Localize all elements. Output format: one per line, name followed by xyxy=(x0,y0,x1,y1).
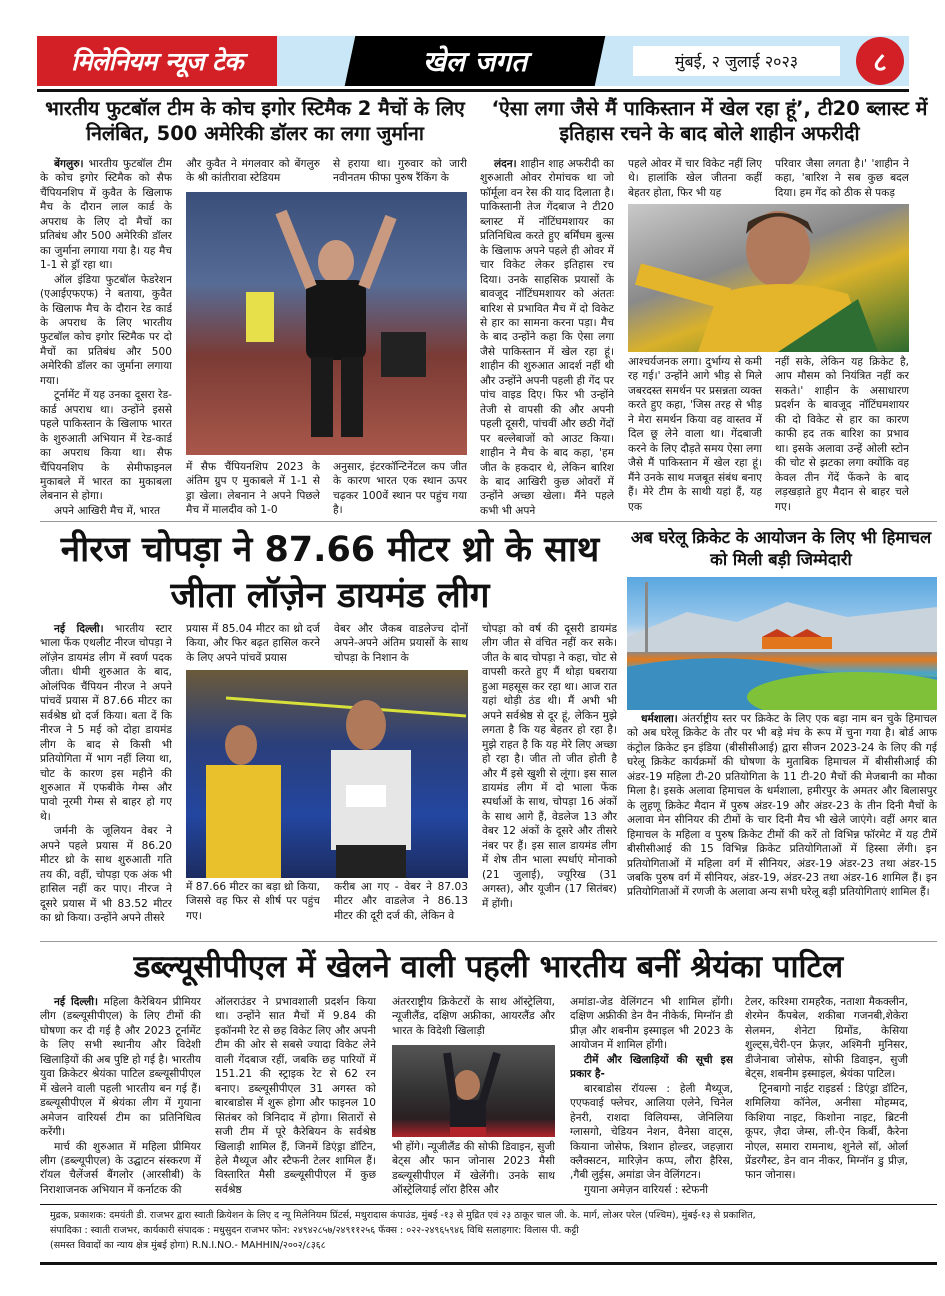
body-text: मार्च की शुरुआत में महिला प्रीमियर लीग (डब्ल्यूपीएल) के उद्घाटन संस्करण में रॉयल चैलेंजर्स बैंगलोर (आरसीबी) के निराशाजनक अभियान में कर्नाटक की xyxy=(40,1140,201,1196)
article-column: में सैफ चैंपियनशिप 2023 के अंतिम ग्रुप ए मुकाबले में 1-1 से ड्रा खेला। लेबनान ने अपने पिछले मैच में मालदीव को 1-0 xyxy=(186,461,320,517)
body-text: भारतीय फुटबॉल टीम के कोच इगोर स्टिमैक को सैफ चैंपियनशिप में कुवैत के खिलाफ मैच के दौरान लाल कार्ड के अपराध के लिए दो मैचों का प्रतिबंध और 500 अमेरिकी डॉलर का जुर्माना लगाया गया है। यह मैच 1-1 से ड्रॉ रहा था। xyxy=(40,158,172,272)
section-title: खेल जगत xyxy=(422,45,528,78)
imprint-line: संपादिका : स्वाती राजभर, कार्यकारी संपादक : मधुसुदन राजभर फोन: २४९४२८५७/२४९११२५६ फॅक्स : ०२२-२४९६५९४६ विधि सलाहगार: विलास पी. कट्टी xyxy=(50,1225,579,1236)
cricketer-celebrating-icon xyxy=(392,1045,555,1137)
issue-date: मुंबई, २ जुलाई २०२३ xyxy=(633,46,840,76)
article-column: से हराया था। गुरुवार को जारी नवीनतम फीफा पुरुष रैंकिंग के xyxy=(333,158,467,185)
article-column: ऑलराउंडर ने प्रभावशाली प्रदर्शन किया था। उन्होंने सात मैचों में 9.84 की इकॉनमी रेट से छह विकेट लिए और अपनी टीम की ओर से सबसे ज्यादा विकेट लेने वाली गेंदबाज रहीं, जबकि छह पारियों में 151.21 की स्ट्राइक रेट से 62 रन बनाए। डब्ल्यूसीपीएल 31 अगस्त को बारबाडोस में शुरू होगा और फाइनल 10 सितंबर को त्रिनिदाद में होगा। सितारों से सजी टीम में पूरे कैरेबियन के सर्वश्रेष्ठ खिलाड़ी शामिल हैं, जिनमें डिएंड्रा डॉटिन, हेले मैथ्यूज और स्टैफनी टेलर शामिल हैं। विस्तारित मैसी डब्ल्यूसीपीएल में कुछ सर्वश्रेष्ठ xyxy=(215,996,376,1196)
article-column: करीब आ गए - वेबर ने 87.03 मीटर और वाडलेज ने 86.13 मीटर की दूरी दर्ज की, लेकिन वे xyxy=(334,881,468,922)
body-text: शाहीन शाह अफरीदी का शुरुआती ओवर रोमांचक था जो फॉर्मूला वन रेस की याद दिलाता है। पाकिस्तानी तेज गेंदबाज ने टी20 ब्लास्ट में नॉटिंघमशायर का प्रतिनिधित्व करते हुए बर्मिंघम बुल्स के खिलाफ अपने पहले ही ओवर में चार विकेट लेकर इतिहास रच दिया। उनके साहसिक प्रयासों के बावजूद नॉटिंघमशायर को अंततः बारिश से प्रभावित मैच में दो विकेट से हार का सामना करना पड़ा। मैच के बाद उन्होंने कहा कि ऐसा लगा जैसे पाकिस्तान में खेल रहा हूं। शाहीन की शुरुआत आदर्श नहीं थी और उन्होंने अपनी पहली ही गेंद पर पांच वाइड दिए। फिर भी उन्होंने तेजी से वापसी की और अपनी पहली दूसरी, पांचवीं और छठी गेंदों पर बल्लेबाजों को आउट किया। शाहीन ने मैच के बाद कहा, 'हम जीत के हकदार थे, लेकिन बारिश के बाद आखिरी कुछ ओवरों में उन्होंने अच्छा खेला। मैंने पहले कभी भी अपने xyxy=(480,158,614,517)
article-column: परिवार जैसा लगता है।' 'शाहीन ने कहा, 'बारिश ने सब कुछ बदल दिया। हम गेंद को ठीक से पकड़ xyxy=(775,158,909,199)
article-column xyxy=(40,157,172,517)
article-column: पहले ओवर में चार विकेट नहीं लिए थे। हालांकि खेल जीतना कहीं बेहतर होता, फिर भी यह xyxy=(628,158,762,199)
article-column: में 87.66 मीटर का बड़ा थ्रो किया, जिससे वह फिर से शीर्ष पर पहुंच गए। xyxy=(186,881,320,922)
article-headline: ‘ऐसा लगा जैसे मैं पाकिस्तान में खेल रहा हूं’, टी20 ब्लास्ट में इतिहास रचने के बाद बोले शाहीन अफरीदी xyxy=(491,97,928,146)
imprint xyxy=(50,1208,930,1253)
article-column: और कुवैत ने मंगलवार को बेंगलुरु के श्री कांतीरावा स्टेडियम xyxy=(186,158,320,185)
footer-rule xyxy=(40,1262,937,1265)
imprint-line: मुद्रक, प्रकाशक: दमयंती डी. राजभर द्वारा स्वाती क्रियेशन के लिए द न्यू मिलेनियम प्रिंटर्स, मथुरादास कंपाउंड, मुंबई -१३ से मुद्रित एवं २३ ठाकूर चाल जी. के. मार्ग, लोअर परेल (पश्चिम), मुंबई-१३ से प्रकाशित, xyxy=(50,1210,756,1221)
section-divider xyxy=(40,941,937,942)
article-column: नहीं सके, लेकिन यह क्रिकेट है, आप मौसम को नियंत्रित नहीं कर सकते।' शाहीन के असाधारण प्रदर्शन के बावजूद नॉटिंघमशायर की दो विकेट से हार का कारण काफी हद तक बारिश का प्रभाव था। इसके अलावा उन्हें ओली स्टोन की चोट से झटका लगा क्योंकि वह केवल तीन गेंदें फेंकने के बाद लड़खड़ाते हुए मैदान से बाहर चले गए। xyxy=(775,356,909,513)
article-column: अनुसार, इंटरकॉन्टिनेंटल कप जीत के कारण भारत एक स्थान ऊपर चढ़कर 100वें स्थान पर पहुंच गया है। xyxy=(333,461,467,517)
article-column: चोपड़ा को वर्ष की दूसरी डायमंड लीग जीत से वंचित नहीं कर सके।जीत के बाद चोपड़ा ने कहा, चोट से वापसी करते हुए मैं थोड़ा घबराया हुआ महसूस कर रहा था। आज रात यहां थोड़ी ठंड थी। मैं अभी भी अपने सर्वश्रेष्ठ से दूर हूं, लेकिन मुझे लगता है कि यह बेहतर हो रहा है। मुझे राहत है कि यह मेरे लिए अच्छा हो रहा है। जीत तो जीत होती है और मैं इसे खुशी से लूंगा। इस साल डायमंड लीग में दो भाला फेंक स्पर्धाओं के साथ, चोपड़ा 16 अंकों के साथ आगे हैं, वेडलेज 13 और वेबर 12 अंकों के दूसरे और तीसरे नंबर पर हैं। इस साल डायमंड लीग में शेष तीन भाला स्पर्धाएं मोनाको (21 जुलाई), ज्यूरिख (31 अगस्त), और यूजीन (17 सितंबर) में होंगी। xyxy=(482,623,617,910)
article-column xyxy=(40,622,172,937)
photo-coach-stimac xyxy=(186,192,467,455)
body-text: महिला कैरेबियन प्रीमियर लीग (डब्ल्यूसीपीएल) के लिए टीमों की घोषणा कर दी गई है और 2023 टूर्नामेंट के लिए सभी स्थानीय और विदेशी खिलाड़ियों की अब पुष्टि हो गई है। भारतीय युवा क्रिकेटर श्रेयंका पाटिल डब्ल्यूसीपीएल में खेलने वाली पहली भारतीय बन गई हैं। डब्ल्यूसीपीएल में श्रेयंका लीग में गुयाना अमेजन वारियर्स टीम का प्रतिनिधित्व करेंगी। xyxy=(40,996,201,1139)
section-divider xyxy=(40,521,937,522)
dateline: लंदन। xyxy=(494,158,517,170)
team-list: गुयाना अमेज़न वारियर्स : स्टेफनी xyxy=(584,1183,708,1196)
article-column: भी होंगे। न्यूजीलैंड की सोफी डिवाइन, सुजी बेट्स और फान जोनास 2023 मैसी डब्ल्यूसीपीएल में खेलेंगी। उनके साथ ऑस्ट्रेलियाई लॉरा हैरिस और xyxy=(392,1141,555,1197)
article-column xyxy=(40,995,201,1200)
photo-shreyanka-patil xyxy=(392,1045,555,1137)
team-list: बारबाडोस रॉयल्स : हेली मैथ्यूज, एएफवाई फ्लेचर, आलिया एलेने, चिनेल हेनरी, राशदा विलियम्स, जेनिलिया ग्लासगो, चेडियन नेशन, वैनेसा वाट्स, कियाना जोसेफ, त्रिशान होल्डर, जहज़ारा क्लैक्सटन, मारिज़ेन कप्प, लौरा हैरिस, ,गैबी लुईस, अमांडा जेन वेलिंगटन। xyxy=(570,1082,733,1182)
player-figure-icon xyxy=(628,204,909,352)
dateline: नई दिल्ली। xyxy=(54,996,99,1008)
body-text: अपने आखिरी मैच में, भारत xyxy=(54,504,161,517)
dateline: धर्मशाला। xyxy=(641,713,678,725)
subheading: टीमें और खिलाड़ियों की सूची इस प्रकार है- xyxy=(570,1053,733,1081)
article-column: वेबर और जैकब वाडलेज्च दोनों अपने-अपने अंतिम प्रयासों के साथ चोपड़ा के निशान के xyxy=(334,623,468,664)
article-column xyxy=(570,995,733,1200)
body-text: ऑल इंडिया फुटबॉल फेडरेशन (एआईएफएफ) ने बताया, कुवैत के खिलाफ मैच के दौरान रेड कार्ड के अपराध के लिए भारतीय फुटबॉल कोच इगोर स्टिमैक पर दो मैचों का प्रतिबंध और 500 अमेरिकी डॉलर का जुर्माना लगाया गया। xyxy=(40,273,172,387)
body-text: अंतर्राष्ट्रीय स्तर पर क्रिकेट के लिए एक बड़ा नाम बन चुके हिमाचल को अब घरेलू क्रिकेट के तौर पर भी बड़े मंच के रूप में चुना गया है। बोर्ड आफ कंट्रोल क्रिकेट इन इंडिया (बीसीसीआई) द्वारा सीजन 2023-24 के लिए की गई घरेलू क्रिकेट कार्यक्रमों की घोषणा के मुताबिक हिमाचल में बीसीसीआई की अंडर-19 महिला टी-20 प्रतियोगिता के 11 टी-20 मैचों की मेजबानी का मौका मिला है। इसके अलावा हिमाचल के धर्मशाला, हमीरपुर के अमतर और बिलासपुर के लुहणू क्रिकेट मैदान में पुरुष अंडर-19 और अंडर-23 के तीन दिनी मैचों के अलावा मेन सीनियर की टीमों के चार दिनी मैच भी खेले जाएंगे। वहीं अगर बात हिमाचल के महिला व पुरुष क्रिकेट टीमों की करें तो विभिन्न फॉरमेट में यह टीमें बीसीसीआई की 15 विभिन्न क्रिकेट प्रतियोगिताओं में हिस्सा लेंगी। इन प्रतियोगिताओं में महिला वर्ग में सीनियर, अंडर-19 अंडर-23 तथा अंडर-15 जबकि पुरुष वर्ग में सीनियर, अंडर-19, अंडर-23 तथा अंडर-16 शामिल हैं। इन प्रतियोगिताओं में रणजी के अलावा अन्य सभी घरेलू बड़ी प्रतियोगिताएं शामिल हैं। xyxy=(627,713,937,899)
article-headline: अब घरेलू क्रिकेट के आयोजन के लिए भी हिमाचल को मिली बड़ी जिम्मेदारी xyxy=(630,528,932,569)
body-text: टूर्नामेंट में यह उनका दूसरा रेड-कार्ड अपराध था। उन्होंने इससे पहले पाकिस्तान के खिलाफ भारत के शुरुआती अभियान में रेड-कार्ड का अपराध किया था। सैफ चैंपियनशिप के सेमीफाइनल मुकाबले में भारत का मुकाबला लेबनान से होगा। xyxy=(40,389,172,503)
header-rule xyxy=(37,89,909,92)
article-column xyxy=(745,995,908,1200)
section-label xyxy=(345,36,606,86)
dateline: बेंगलुरु। xyxy=(54,158,84,170)
article-headline: नीरज चोपड़ा ने 87.66 मीटर थ्रो के साथ जीता लॉज़ेन डायमंड लीग xyxy=(60,530,600,616)
stadium-mountains-icon xyxy=(627,577,937,710)
footer-rule xyxy=(40,1204,937,1205)
team-list: टेलर, करिश्मा रामहरैक, नताशा मैकक्लीन, शेरमेन कैंपबेल, शकीबा गजनबी,शेकेरा सेलमन, शेनेटा ग्रिमोंड, केसिया शुल्ट्स,चेरी-एन फ्रेज़र, अश्मिनी मुनिसर, डीजेनाबा जोसेफ, सोफी डिवाइन, सुजी बेट्स, शबनीम इस्माइल, श्रेयंका पाटिल। xyxy=(745,996,908,1081)
article-column: अंतरराष्ट्रीय क्रिकेटरों के साथ ऑस्ट्रेलिया, न्यूजीलैंड, दक्षिण अफ्रीका, आयरलैंड और भारत के विदेशी खिलाड़ी xyxy=(392,996,555,1037)
article-headline: भारतीय फुटबॉल टीम के कोच इगोर स्टिमैक 2 मैचों के लिए निलंबित, 500 अमेरिकी डॉलर का लगा जुर्माना xyxy=(45,97,465,146)
photo-dharamshala-stadium xyxy=(627,577,937,710)
article-column xyxy=(480,157,614,517)
article-column: आश्चर्यजनक लगा। दुर्भाग्य से कमी रह गई।' उन्होंने आगे भीड़ से मिले जबरदस्त समर्थन पर प्रसन्नता व्यक्त करते हुए कहा, 'जिस तरह से भीड़ ने मेरा समर्थन किया वह वास्तव में दिल छू लेने वाला था। गेंदबाजी करने के लिए दौड़ते समय ऐसा लगा जैसे मैं पाकिस्तान में खेल रहा हूं। मैंने उनके साथ मजबूत संबंध बनाए हैं। मेरे टीम के साथी यहां हैं, यह एक xyxy=(628,356,762,513)
photo-shaheen-afridi xyxy=(628,204,909,352)
page-number: ८ xyxy=(856,37,904,85)
article-column: प्रयास में 85.04 मीटर का थ्रो दर्ज किया, और फिर बढ़त हासिल करने के लिए अपने पांचवें प्रयास xyxy=(186,623,320,664)
body-text: अमांडा-जेड वेलिंगटन भी शामिल होंगी। दक्षिण अफ्रीकी डेन वैन नीकेर्क, मिग्नॉन डी प्रीज़ और शबनीम इस्माइल भी 2023 के आयोजन में शामिल होंगी। xyxy=(570,996,733,1052)
article-column xyxy=(627,712,937,937)
team-list: ट्रिनबागो नाईट राइडर्स : डिएंड्रा डॉटिन, शमिलिया कॉनेल, अनीसा मोहम्मद, किशिया नाइट, किशोना नाइट, ब्रिटनी कूपर, ज़ैदा जेम्स, ली-ऐन किर्बी, कैरेना नोएल, समारा रामनाथ, शुनेले सॉ, ओर्ला प्रेंडरगैस्ट, डेन वान नीकर, मिग्नॉन डु प्रीज़, फान जोनास। xyxy=(745,1082,908,1182)
imprint-line: (समस्त विवादों का न्याय क्षेत्र मुंबई होगा) R.N.I.NO.- MAHHIN/२००२/८३६८ xyxy=(50,1240,326,1251)
newspaper-logo: मिलेनियम न्यूज टेक xyxy=(37,36,277,86)
coach-figure-icon xyxy=(186,192,467,455)
dateline: नई दिल्ली। xyxy=(54,623,104,635)
body-text: भारतीय स्टार भाला फेंक एथलीट नीरज चोपड़ा ने लॉज़ेन डायमंड लीग में स्वर्ण पदक जीता। धीमी शुरुआत के बाद, ओलंपिक चैंपियन नीरज ने अपने पांचवें प्रयास में 87.66 मीटर का सर्वश्रेष्ठ थ्रो दर्ज किया। बता दें कि नीरज ने 5 मई को दोहा डायमंड लीग के बाद से किसी भी प्रतियोगिता में भाग नहीं लिया था, चोट के कारण इस महीने की शुरुआत में एफबीके गेम्स और पावो नूरमी गेम्स से बाहर हो गए थे। xyxy=(40,623,172,823)
javelin-athlete-icon xyxy=(186,670,468,878)
article-headline: डब्ल्यूसीपीएल में खेलने वाली पहली भारतीय बनीं श्रेयंका पाटिल xyxy=(133,949,844,985)
photo-neeraj-chopra xyxy=(186,670,468,878)
body-text: जर्मनी के जूलियन वेबर ने अपने पहले प्रयास में 86.20 मीटर थ्रो के साथ शुरुआती गति तय की, वहीं, चोपड़ा एक अंक भी हासिल नहीं कर पाए। नीरज ने दूसरे प्रयास में भी 83.52 मीटर का थ्रो किया। उन्होंने अपने तीसरे xyxy=(40,825,172,925)
